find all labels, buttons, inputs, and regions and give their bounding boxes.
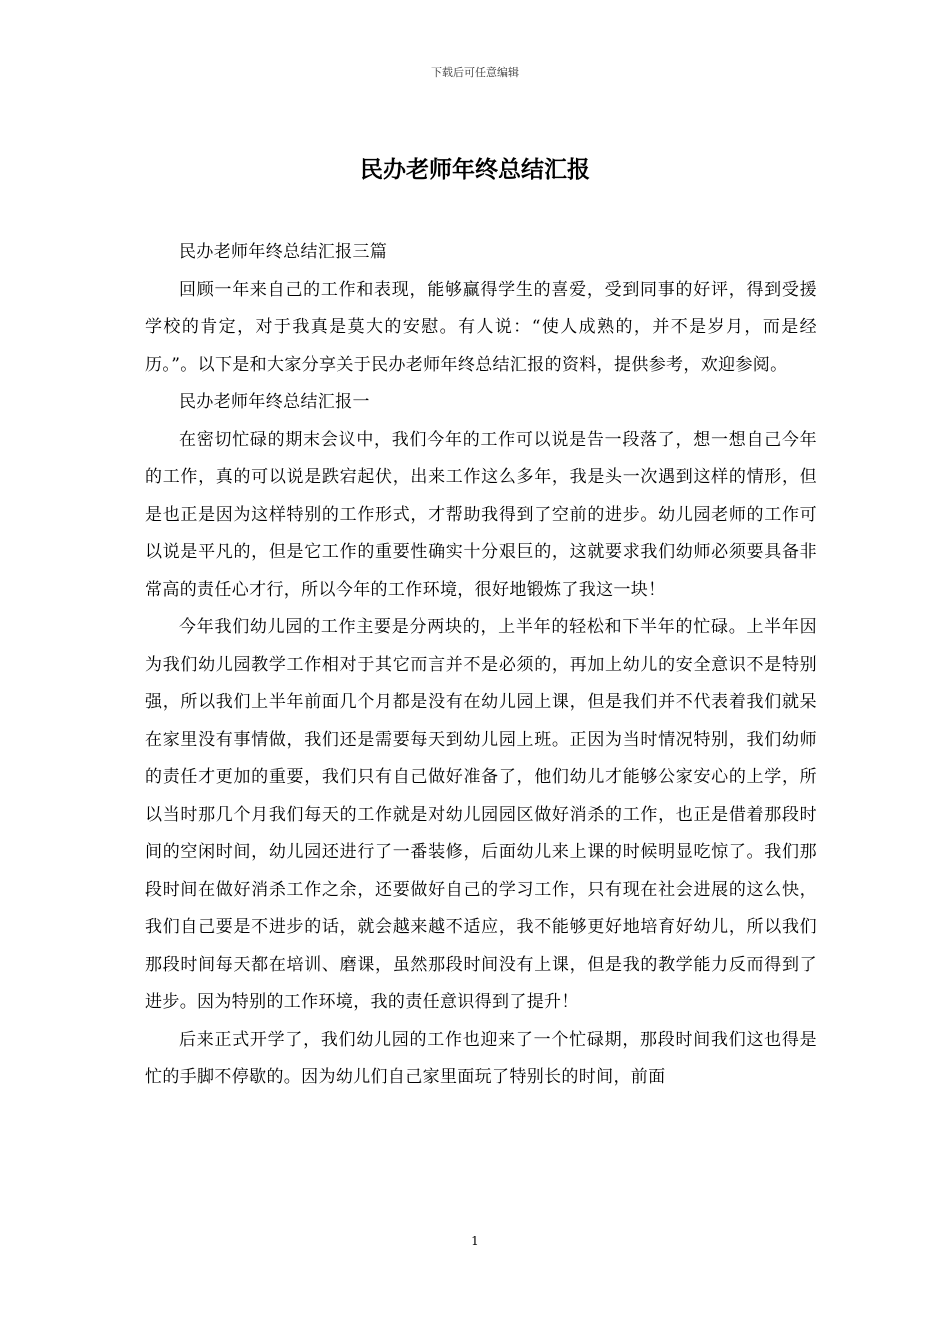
document-title: 民办老师年终总结汇报 xyxy=(360,156,590,183)
document-body xyxy=(145,234,817,1097)
paragraph-body: 今年我们幼儿园的工作主要是分两块的，上半年的轻松和下半年的忙碌。上半年因为我们幼儿园教学工作相对于其它而言并不是必须的，再加上幼儿的安全意识不是特别强，所以我们上半年前面几个月都是没有在幼儿园上课，但是我们并不代表着我们就呆在家里没有事情做，我们还是需要每天到幼儿园上班。正因为当时情况特别，我们幼师的责任才更加的重要，我们只有自己做好准备了，他们幼儿才能够公家安心的上学，所以当时那几个月我们每天的工作就是对幼儿园园区做好消杀的工作，也正是借着那段时间的空闲时间，幼儿园还进行了一番装修，后面幼儿来上课的时候明显吃惊了。我们那段时间在做好消杀工作之余，还要做好自己的学习工作，只有现在社会进展的这么快，我们自己要是不进步的话，就会越来越不适应，我不能够更好地培育好幼儿，所以我们那段时间每天都在培训、磨课，虽然那段时间没有上课，但是我的教学能力反而得到了进步。因为特别的工作环境，我的责任意识得到了提升！ xyxy=(145,617,817,1012)
paragraph-body: 后来正式开学了，我们幼儿园的工作也迎来了一个忙碌期，那段时间我们这也得是忙的手脚不停歇的。因为幼儿们自己家里面玩了特别长的时间，前面 xyxy=(145,1029,817,1087)
paragraph-subtitle: 民办老师年终总结汇报三篇 xyxy=(179,242,388,262)
page-number: 1 xyxy=(471,1234,479,1248)
paragraph-section-heading: 民办老师年终总结汇报一 xyxy=(179,392,370,412)
paragraph-intro: 回顾一年来自己的工作和表现，能够赢得学生的喜爱，受到同事的好评，得到受援学校的肯定，对于我真是莫大的安慰。有人说：“使人成熟的，并不是岁月，而是经历。”。以下是和大家分享关于民办老师年终总结汇报的资料，提供参考，欢迎参阅。 xyxy=(145,279,817,375)
page-header-note: 下载后可任意编辑 xyxy=(431,66,519,79)
paragraph-body: 在密切忙碌的期末会议中，我们今年的工作可以说是告一段落了，想一想自己今年的工作，真的可以说是跌宕起伏，出来工作这么多年，我是头一次遇到这样的情形，但是也正是因为这样特别的工作形式，才帮助我得到了空前的进步。幼儿园老师的工作可以说是平凡的，但是它工作的重要性确实十分艰巨的，这就要求我们幼师必须要具备非常高的责任心才行，所以今年的工作环境，很好地锻炼了我这一块！ xyxy=(145,429,817,600)
